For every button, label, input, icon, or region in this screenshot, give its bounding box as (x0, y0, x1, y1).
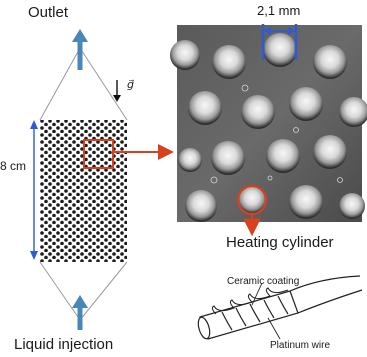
platinum-wire-label: Platinum wire (270, 340, 331, 351)
microscope-photo (170, 25, 367, 222)
heating-cylinder-label: Heating cylinder (226, 234, 334, 251)
height-label: 8 cm (0, 159, 27, 173)
inlet-label: Liquid injection (14, 336, 114, 353)
gravity-label: g⃗ (127, 79, 134, 91)
gravity-arrow (113, 80, 121, 102)
outlet-label: Outlet (28, 4, 69, 21)
spacing-label: 2,1 mm (257, 3, 301, 18)
outlet-arrow (72, 29, 88, 70)
height-dimension (30, 120, 38, 260)
ceramic-coating-label: Ceramic coating (227, 276, 300, 287)
